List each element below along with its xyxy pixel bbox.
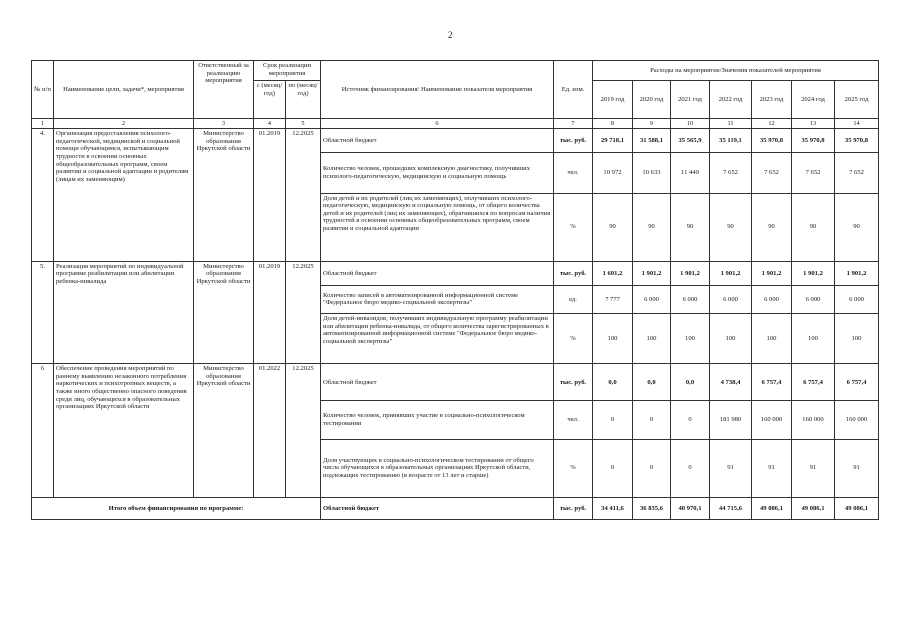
value-cell: 31 588,1 (633, 129, 671, 153)
value-cell: 29 718,1 (593, 129, 633, 153)
value-cell: 100 (835, 314, 879, 364)
value-cell: 90 (593, 193, 633, 261)
unit: тыс. руб. (554, 364, 593, 401)
value-cell: 10 972 (593, 153, 633, 193)
value-cell: 90 (752, 193, 792, 261)
measure-name: Обеспечение проведения мероприятий по раннему выявлению незаконного потребления наркотических и психотропных веществ, а также иного общественно опасного поведения среди лиц, обучающихся в образовательных организациях Иркутской области (54, 364, 194, 498)
value-cell: 0 (633, 439, 671, 497)
unit: чел. (554, 401, 593, 439)
total-value: 44 715,6 (710, 497, 752, 519)
value-cell: 91 (792, 439, 835, 497)
total-value: 36 835,6 (633, 497, 671, 519)
value-cell: 90 (671, 193, 710, 261)
indicator-name: Количество записей в автоматизированной информационной системе "Федеральное бюро медико-социальной экспертизы" (321, 285, 554, 313)
value-cell: 0,0 (633, 364, 671, 401)
header-year: 2023 год (752, 81, 792, 119)
total-value: 49 086,1 (835, 497, 879, 519)
header-year: 2021 год (671, 81, 710, 119)
value-cell: 100 (752, 314, 792, 364)
term-from: 01.2019 (254, 261, 286, 363)
value-cell: 6 000 (710, 285, 752, 313)
value-cell: 160 000 (752, 401, 792, 439)
value-cell: 91 (835, 439, 879, 497)
value-cell: 35 565,9 (671, 129, 710, 153)
value-cell: 100 (633, 314, 671, 364)
value-cell: 90 (835, 193, 879, 261)
header-expenses: Расходы на мероприятие/Значения показателей мероприятия (593, 61, 879, 81)
col-number: 1 (32, 119, 54, 129)
header-no: № п/п (32, 61, 54, 119)
col-number: 14 (835, 119, 879, 129)
value-cell: 0 (633, 401, 671, 439)
value-cell: 100 (671, 314, 710, 364)
term-from: 01.2019 (254, 129, 286, 262)
value-cell: 90 (633, 193, 671, 261)
value-cell: 0 (671, 439, 710, 497)
unit: тыс. руб. (554, 261, 593, 285)
col-number: 10 (671, 119, 710, 129)
col-number: 5 (286, 119, 321, 129)
value-cell: 181 980 (710, 401, 752, 439)
col-number: 9 (633, 119, 671, 129)
header-term: Срок реализации мероприятия (254, 61, 321, 81)
row-number: 4. (32, 129, 54, 262)
value-cell: 100 (710, 314, 752, 364)
header-year: 2020 год (633, 81, 671, 119)
total-row (32, 497, 879, 519)
responsible: Министерство образования Иркутской области (194, 129, 254, 262)
unit: % (554, 314, 593, 364)
value-cell: 6 757,4 (835, 364, 879, 401)
value-cell: 0 (671, 401, 710, 439)
total-value: 49 086,1 (752, 497, 792, 519)
term-to: 12.2025 (286, 364, 321, 498)
col-number: 2 (54, 119, 194, 129)
value-cell: 100 (593, 314, 633, 364)
program-table (31, 60, 879, 520)
value-cell: 6 757,4 (752, 364, 792, 401)
value-cell: 35 970,8 (835, 129, 879, 153)
responsible: Министерство образования Иркутской области (194, 364, 254, 498)
value-cell: 35 970,8 (792, 129, 835, 153)
col-number: 12 (752, 119, 792, 129)
value-cell: 91 (710, 439, 752, 497)
header-year: 2019 год (593, 81, 633, 119)
value-cell: 1 901,2 (792, 261, 835, 285)
value-cell: 6 000 (752, 285, 792, 313)
indicator-name: Доля участвующих в социально-психологическом тестировании от общего числа обучающихся в образовательных организациях Иркутской области, подлежащих тестированию (в возрасте от 13 лет и старше) (321, 439, 554, 497)
value-cell: 7 652 (710, 153, 752, 193)
value-cell: 0 (593, 401, 633, 439)
funding-source: Областной бюджет (321, 261, 554, 285)
value-cell: 0,0 (671, 364, 710, 401)
header-year: 2022 год (710, 81, 752, 119)
value-cell: 35 970,8 (752, 129, 792, 153)
total-value: 34 411,6 (593, 497, 633, 519)
total-value: 49 086,1 (792, 497, 835, 519)
value-cell: 6 000 (835, 285, 879, 313)
table-row (32, 364, 879, 401)
term-to: 12.2025 (286, 261, 321, 363)
term-from: 01.2022 (254, 364, 286, 498)
funding-source: Областной бюджет (321, 129, 554, 153)
value-cell: 11 449 (671, 153, 710, 193)
value-cell: 160 000 (792, 401, 835, 439)
col-number: 13 (792, 119, 835, 129)
row-number: 5. (32, 261, 54, 363)
header-term-to: по (месяц/год) (286, 81, 321, 119)
value-cell: 6 000 (792, 285, 835, 313)
indicator-name: Количество человек, прошедших комплексную диагностику, получивших психолого-педагогическую, медицинскую и социальную помощь (321, 153, 554, 193)
indicator-name: Количество человек, принявших участие в социально-психологическом тестировании (321, 401, 554, 439)
value-cell: 10 633 (633, 153, 671, 193)
value-cell: 1 601,2 (593, 261, 633, 285)
value-cell: 4 738,4 (710, 364, 752, 401)
value-cell: 91 (752, 439, 792, 497)
header-name: Наименование цели, задачи*, мероприятия (54, 61, 194, 119)
value-cell: 1 901,2 (671, 261, 710, 285)
total-value: 40 970,1 (671, 497, 710, 519)
col-number: 8 (593, 119, 633, 129)
col-number: 3 (194, 119, 254, 129)
value-cell: 6 000 (671, 285, 710, 313)
row-number: 6 (32, 364, 54, 498)
responsible: Министерство образования Иркутской области (194, 261, 254, 363)
table-row (32, 129, 879, 153)
value-cell: 35 119,1 (710, 129, 752, 153)
value-cell: 0,0 (593, 364, 633, 401)
value-cell: 160 000 (835, 401, 879, 439)
header-term-from: с (месяц/год) (254, 81, 286, 119)
header-responsible: Ответственный за реализацию мероприятия (194, 61, 254, 119)
value-cell: 7 652 (835, 153, 879, 193)
header-year: 2024 год (792, 81, 835, 119)
value-cell: 90 (792, 193, 835, 261)
value-cell: 1 901,2 (752, 261, 792, 285)
funding-source: Областной бюджет (321, 364, 554, 401)
value-cell: 7 652 (792, 153, 835, 193)
table-row (32, 261, 879, 285)
value-cell: 6 000 (633, 285, 671, 313)
total-label: Итого объем финансирования по программе: (32, 497, 321, 519)
value-cell: 7 652 (752, 153, 792, 193)
indicator-name: Доля детей-инвалидов, получивших индивидуальную программу реабилитации или абилитации ребенка-инвалида, от общего количества зарегистрированных в автоматизированной информационной системе "Федеральное бюро медико-социальной экспертизы" (321, 314, 554, 364)
header-unit: Ед. изм. (554, 61, 593, 119)
unit: тыс. руб. (554, 129, 593, 153)
value-cell: 1 901,2 (835, 261, 879, 285)
header-source: Источник финансирования/ Наименование показателя мероприятия (321, 61, 554, 119)
value-cell: 6 757,4 (792, 364, 835, 401)
term-to: 12.2025 (286, 129, 321, 262)
value-cell: 100 (792, 314, 835, 364)
col-number: 4 (254, 119, 286, 129)
col-number: 6 (321, 119, 554, 129)
indicator-name: Доля детей и их родителей (лиц их заменяющих), получивших психолого-педагогическую, медицинскую и социальную помощь, от общего количества детей и их родителей (лиц их заменяющих), обратившихся по вопросам наличия трудностей в освоении основных общеобразовательных программ, своем развитии и социальной адаптации (321, 193, 554, 261)
value-cell: 1 901,2 (710, 261, 752, 285)
unit: % (554, 439, 593, 497)
header-year: 2025 год (835, 81, 879, 119)
unit: чел. (554, 153, 593, 193)
col-number: 11 (710, 119, 752, 129)
col-number: 7 (554, 119, 593, 129)
value-cell: 1 901,2 (633, 261, 671, 285)
value-cell: 90 (710, 193, 752, 261)
total-source: Областной бюджет (321, 497, 554, 519)
unit: ед. (554, 285, 593, 313)
value-cell: 0 (593, 439, 633, 497)
total-unit: тыс. руб. (554, 497, 593, 519)
page-number: 2 (448, 30, 453, 40)
measure-name: Организация предоставления психолого-педагогической, медицинской и социальной помощи обучающимся, испытывающим трудности в освоении основных общеобразовательных программ, своем развитии и социальной адаптации и родителям (лицам их заменяющим) (54, 129, 194, 262)
value-cell: 7 777 (593, 285, 633, 313)
measure-name: Реализация мероприятий по индивидуальной программе реабилитации или абилитации ребенка-инвалида (54, 261, 194, 363)
unit: % (554, 193, 593, 261)
